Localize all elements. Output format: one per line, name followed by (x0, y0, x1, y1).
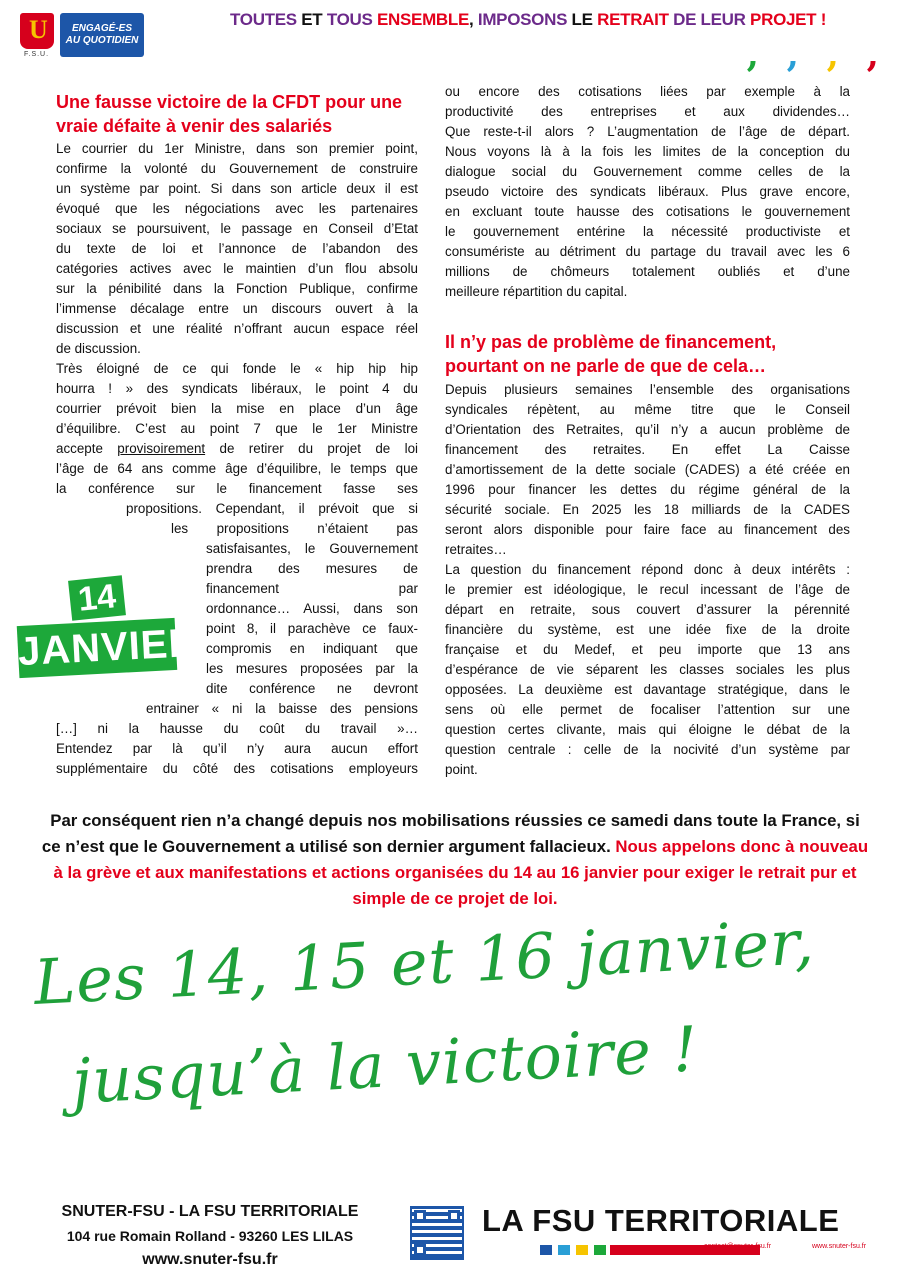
comma-marks (746, 31, 896, 76)
text-line: confirme la volonté du Gouvernement de construire (56, 161, 418, 176)
right-column-top (445, 82, 850, 302)
text-line: évoqué que les négociations avec les partenaires (56, 201, 418, 216)
text-line: meilleure répartition du capital. (445, 284, 628, 299)
text-line: point. (445, 762, 478, 777)
brand-website: www.snuter-fsu.fr (812, 1243, 867, 1250)
slogan-segment: ENSEMBLE (372, 10, 470, 29)
comma-mark: ‚ (866, 31, 880, 76)
slogan-segment: LE (567, 10, 598, 29)
text-line: propositions. Cependant, il prévoit que si (126, 501, 418, 516)
fsu-territoriale-logo: LA FSU TERRITORIALE contact@snuter-fsu.fr www.snuter-fsu.fr (482, 1203, 892, 1263)
right-title: Il n’y pas de problème de financement, pourtant on ne parle de que de cela… (445, 332, 777, 376)
slogan-segment: ! (816, 10, 827, 29)
qr-code-icon[interactable] (410, 1206, 464, 1260)
text-line: seront alors disponible pour faire face au financement des (445, 522, 850, 537)
slogan-segment: PROJET (750, 10, 817, 29)
january-14-badge: 14 JANVIER (18, 578, 178, 688)
slogan-segment: TOUTES (230, 10, 297, 29)
footer-contact (20, 1200, 400, 1272)
text-line: courrier prévoit bien la mise en place d’un âge (56, 401, 418, 416)
text-line: d’Orientation des Retraites, qu’il n’y a aucun problème de (445, 422, 850, 437)
text-line: l’âge de 64 ans comme âge d’équilibre, le temps que (56, 461, 418, 476)
text-line: d’espérance de vie séparent les classes sociales les plus (445, 662, 850, 677)
text-line: opposées. La deuxième est davantage stratégique, dans le (445, 682, 850, 697)
slogan-segment: ET (296, 10, 327, 29)
text-line: le premier est idéologique, le recul incessant de l’âge de (445, 582, 850, 597)
text-line: pseudo victoire des syndicats libéraux. Plus grave encore, (445, 184, 850, 199)
footer-address: 104 rue Romain Rolland - 93260 LES LILAS (66, 1228, 354, 1244)
slogan-segment: TOUS (326, 10, 373, 29)
text-line: Très éloigné de ce qui fonde le « hip hip hip (56, 361, 418, 376)
text-line: discussion et une réalité n’offrant aucun espace réel (56, 321, 418, 336)
text-line: ordonnance… Aussi, dans son (206, 601, 418, 616)
text-line: Nous voyons là à la fois les limites de la conception du (445, 144, 850, 159)
text-line: La question du financement répond donc à deux intérêts : (445, 562, 850, 577)
text-line: catégories actives avec le maintien d’un flou absolu (56, 261, 418, 276)
text-line: l’immense décalage entre un discours ouvert à la (56, 301, 418, 316)
rallying-line-1: Les 14, 15 et 16 janvier, (32, 905, 817, 1019)
text-line: prendra des mesures de (206, 561, 418, 576)
text-line: syndicales répètent, au même titre que le Conseil (445, 402, 850, 417)
left-title: Une fausse victoire de la CFDT pour une vraie défaite à venir des salariés (56, 92, 403, 136)
text-line: un système par point. Si dans son article deux il est (56, 181, 418, 196)
slogan-segment: IMPOSONS (477, 10, 568, 29)
text-line: les propositions n’étaient pas (171, 521, 418, 536)
text-line: en excluant toute hausse des cotisations le gouvernement (445, 204, 850, 219)
comma-mark: ‚ (786, 31, 800, 76)
text-line: entrainer « ni la baisse des pensions (146, 701, 418, 716)
fsu-logo: U F.S.U. (20, 13, 54, 49)
text-line: d’équilibre. C’est au point 7 que le 1er Ministre (56, 421, 418, 436)
text-line: dialogue social du Gouvernement comme celles de la (445, 164, 850, 179)
text-line: productivité des entreprises et aux dividendes… (445, 104, 850, 119)
text-line: du texte de loi et l’annonce de l’abandon des (56, 241, 418, 256)
text-line: supplémentaire du côté des cotisations employeurs (56, 761, 418, 776)
slogan-segment: DE LEUR (668, 10, 751, 29)
text-line: […] ni la hausse du coût du travail »… (56, 721, 418, 736)
text-line: 1996 pour financer les dettes du régime général de la (445, 482, 850, 497)
text-line: départ en retraite, sous couvert d’assurer la pérennité (445, 602, 850, 617)
text-line: consumériste au détriment du partage du travail avec les 6 (445, 244, 850, 259)
text-line: accepte provisoirement de retirer du projet de loi (56, 441, 418, 456)
text-line: Entendez par là qu’il n’y aura aucun effort (56, 741, 418, 756)
text-line: compromis en indiquant que (206, 641, 418, 656)
footer-website[interactable]: www.snuter-fsu.fr (142, 1251, 278, 1268)
text-line: Que reste-t-il alors ? L’augmentation de l’âge de départ. (445, 124, 850, 139)
text-line: d’amortissement de la dette sociale (CADES) a été créée en (445, 462, 850, 477)
text-line: millions de chômeurs totalement oubliés et d’une (445, 264, 850, 279)
text-line: les mesures proposées par la (206, 661, 418, 676)
comma-mark: ‚ (746, 31, 760, 76)
text-line: de discussion. (56, 341, 141, 356)
text-line: hourra ! » des syndicats libéraux, le point 4 du (56, 381, 418, 396)
text-line: question centrale : celle de la nocivité d’un système par (445, 742, 850, 757)
conclusion-text: Par conséquent rien n’a changé depuis nos mobilisations réussies ce samedi dans toute la France, si ce n’est que le Gouvernement a utilisé son dernier argument fallacieux. Nous appelons donc à nouveau à la grève et aux manifestations et actions organisées du 14 au 16 janvier pour exiger le retrait pur et simple de ce projet de loi. (41, 811, 869, 908)
text-line: point 8, il parachève ce faux- (206, 621, 418, 636)
text-line: financière du système, est une idée fixe de la droite (445, 622, 850, 637)
text-line: la conférence sur le financement fasse ses (56, 481, 418, 496)
text-line: sens où elle permet de focaliser l’attention sur une (445, 702, 850, 717)
text-line: française et du Medef, et peu importe que 13 ans (445, 642, 850, 657)
text-line: question certes clivante, mais qui éloigne le débat de la (445, 722, 850, 737)
text-line: retraites… (445, 542, 507, 557)
slogan-segment: , (469, 10, 478, 29)
slogan-segment: RETRAIT (597, 10, 669, 29)
right-column-bottom (445, 380, 850, 780)
text-line: sur la pénibilité dans la Fonction Publique, confirme (56, 281, 418, 296)
text-line: financement des retraites. En effet La Caisse (445, 442, 850, 457)
text-line: Depuis plusieurs semaines l’ensemble des organisations (445, 382, 850, 397)
rallying-line-2: jusqu’à la victoire ! (70, 1012, 701, 1118)
comma-mark: ‚ (826, 31, 840, 76)
footer-org: SNUTER-FSU - LA FSU TERRITORIALE (61, 1203, 359, 1220)
text-line: financement par (206, 581, 418, 596)
text-line: sociaux se poursuivent, le passage en Conseil d’Etat (56, 221, 418, 236)
text-line: satisfaisantes, le Gouvernement (206, 541, 418, 556)
text-line: le gouvernement entérine la nécessité productiviste et (445, 224, 850, 239)
engages-badge: ENGAGÉ-ES AU QUOTIDIEN (60, 13, 144, 57)
text-line: ou encore des cotisations liées par exemple à la (445, 84, 850, 99)
brand-email: contact@snuter-fsu.fr (704, 1243, 772, 1250)
text-line: dite conférence ne devront (206, 681, 418, 696)
slogan-header (230, 10, 850, 30)
text-line: Le courrier du 1er Ministre, dans son premier point, (56, 141, 418, 156)
text-line: sécurité sociale. En 2025 les 18 milliards de la CADES (445, 502, 850, 517)
